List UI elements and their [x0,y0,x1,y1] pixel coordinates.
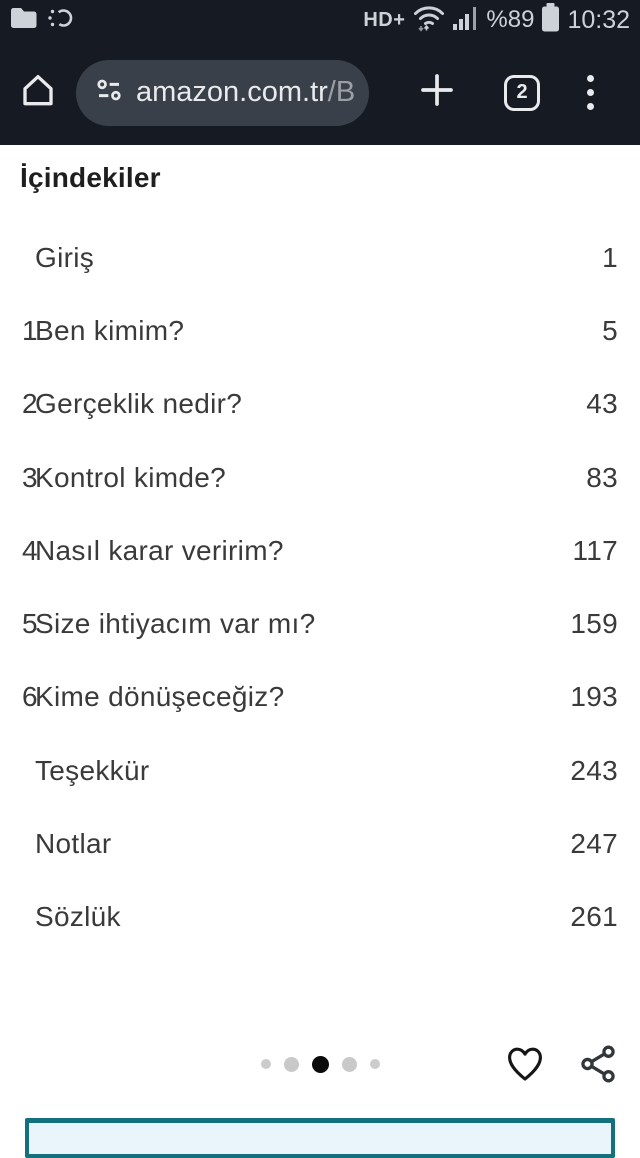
toc-entry [0,368,640,441]
toc-entry-title: Size ihtiyacım var mı? [35,608,316,640]
home-button[interactable] [0,70,76,115]
carousel-dot[interactable] [342,1057,357,1072]
toc-entry-title: Notlar [35,828,112,860]
toc-entry-page: 83 [586,461,618,493]
menu-button[interactable] [587,75,594,110]
toc-heading: İçindekiler [20,162,161,193]
toc-entry-page: 5 [602,314,618,346]
share-icon [575,1072,621,1089]
toc-entry-title: Giriş [35,241,95,273]
signal-icon [453,4,479,37]
promo-box-top-edge [25,1118,615,1158]
toc-entry-number: 6 [22,681,38,713]
carousel-dot[interactable] [261,1059,271,1069]
url-path-text: /B [327,76,356,108]
battery-percent-label: %89 [486,6,535,33]
new-tab-button[interactable] [416,69,458,116]
toc-entry [0,661,640,734]
heart-icon [502,1073,548,1090]
toc-entry-page: 159 [570,608,618,640]
carousel-dot[interactable] [312,1056,329,1073]
toc-entry-number: 4 [22,534,38,566]
folder-icon [10,6,37,34]
site-settings-icon[interactable] [94,75,124,110]
url-domain-text: amazon.com.tr [136,76,328,108]
toc-entry-page: 261 [570,901,618,933]
toc-entry-title: Ben kimim? [35,314,185,346]
toc-entry-page: 1 [602,241,618,273]
toc-entry-title: Teşekkür [35,754,150,786]
toc-entry-page: 247 [570,828,618,860]
toc-entry [0,221,640,294]
clock-label: 10:32 [567,5,630,34]
toc-entry-number: 1 [22,314,38,346]
toc-entry-title: Nasıl karar veririm? [35,534,284,566]
toc-entry-number: 5 [22,608,38,640]
wishlist-button[interactable] [502,1042,548,1091]
toc-entry-number: 2 [22,388,38,420]
toc-list[interactable] [0,221,640,954]
weather-notification-icon [47,5,75,36]
share-button[interactable] [575,1043,621,1090]
toc-entry-page: 43 [586,388,618,420]
wifi-icon [412,3,446,38]
browser-toolbar [0,40,640,145]
toc-entry [0,807,640,880]
carousel-dot[interactable] [284,1057,299,1072]
tab-switcher-button[interactable] [504,75,540,111]
toc-entry-title: Gerçeklik nedir? [35,388,243,420]
browser-chrome [0,0,640,145]
battery-icon [541,3,560,37]
carousel-dot[interactable] [370,1059,380,1069]
toc-entry-title: Sözlük [35,901,121,933]
toc-entry-number: 3 [22,461,38,493]
status-bar [0,0,640,40]
toc-entry [0,734,640,807]
tab-count-label: 2 [516,81,528,103]
home-icon [18,70,58,115]
toc-entry-page: 243 [570,754,618,786]
toc-entry-title: Kime dönüşeceğiz? [35,681,285,713]
network-type-label: HD+ [363,8,406,31]
toc-entry [0,294,640,367]
toc-entry-page: 193 [570,681,618,713]
toc-entry [0,587,640,660]
url-bar[interactable] [76,60,369,126]
toc-entry [0,881,640,954]
toc-entry-title: Kontrol kimde? [35,461,226,493]
toc-entry [0,441,640,514]
toc-entry-page: 117 [572,534,618,566]
toc-entry [0,514,640,587]
